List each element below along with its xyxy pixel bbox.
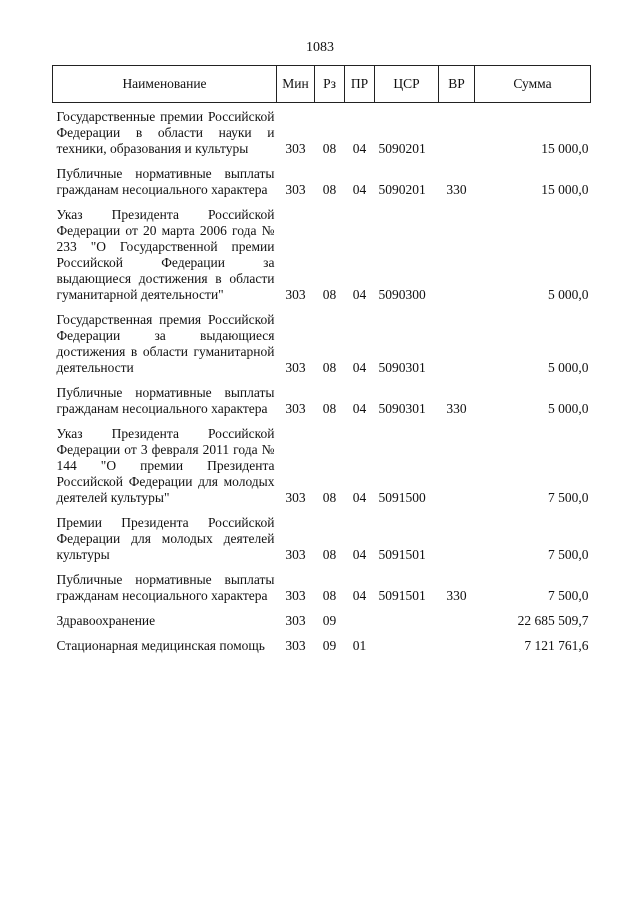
row-vr: 330 [446, 588, 467, 603]
row-rz: 08 [322, 588, 337, 603]
row-csr: 5090201 [378, 182, 426, 197]
row-vr [439, 418, 475, 507]
table-row [53, 605, 591, 630]
row-name: Государственная премия Российской Федерации за выдающиеся достижения в области гуманитарной деятельности [56, 312, 275, 375]
table-row [53, 199, 591, 304]
row-rz: 08 [322, 182, 337, 197]
row-min: 303 [285, 360, 306, 375]
row-pr [345, 605, 375, 630]
row-vr: 330 [446, 182, 467, 197]
header-pr: ПР [345, 66, 375, 103]
row-sum: 5 000,0 [548, 401, 589, 416]
table-row [53, 630, 591, 655]
row-csr: 5091501 [378, 547, 426, 562]
row-vr [439, 507, 475, 564]
table-header-row [53, 66, 591, 103]
budget-table [52, 65, 591, 655]
row-pr: 04 [352, 141, 367, 156]
table-row [53, 304, 591, 377]
row-pr: 04 [352, 182, 367, 197]
row-sum: 7 121 761,6 [524, 638, 589, 653]
header-rz: Рз [315, 66, 345, 103]
row-rz: 08 [322, 287, 337, 302]
table-row [53, 564, 591, 605]
row-pr: 01 [352, 638, 367, 653]
row-pr: 04 [352, 287, 367, 302]
row-min: 303 [285, 638, 306, 653]
row-pr: 04 [352, 588, 367, 603]
table-row [53, 103, 591, 159]
row-sum: 7 500,0 [548, 490, 589, 505]
header-csr: ЦСР [375, 66, 439, 103]
table-row [53, 158, 591, 199]
row-sum: 5 000,0 [548, 287, 589, 302]
row-csr: 5090301 [378, 360, 426, 375]
row-min: 303 [285, 490, 306, 505]
row-pr: 04 [352, 547, 367, 562]
row-vr [439, 103, 475, 159]
row-pr: 04 [352, 360, 367, 375]
row-rz: 08 [322, 360, 337, 375]
row-name: Указ Президента Российской Федерации от 20 марта 2006 года № 233 "О Государственной премии Российской Федерации за выдающиеся достижения в области гуманитарной деятельности" [56, 207, 275, 302]
row-min: 303 [285, 182, 306, 197]
row-csr: 5090301 [378, 401, 426, 416]
row-sum: 15 000,0 [541, 182, 589, 197]
row-sum: 15 000,0 [541, 141, 589, 156]
row-name: Публичные нормативные выплаты гражданам несоциального характера [56, 385, 275, 416]
row-rz: 09 [322, 613, 337, 628]
row-min: 303 [285, 613, 306, 628]
row-name: Государственные премии Российской Федерации в области науки и техники, образования и культуры [56, 109, 275, 156]
row-rz: 08 [322, 401, 337, 416]
row-name: Публичные нормативные выплаты гражданам несоциального характера [56, 572, 275, 603]
row-name: Публичные нормативные выплаты гражданам несоциального характера [56, 166, 275, 197]
row-rz: 08 [322, 490, 337, 505]
row-vr [439, 605, 475, 630]
header-min: Мин [277, 66, 315, 103]
row-min: 303 [285, 287, 306, 302]
row-vr: 330 [446, 401, 467, 416]
header-vr: ВР [439, 66, 475, 103]
row-csr [375, 630, 439, 655]
row-vr [439, 630, 475, 655]
row-min: 303 [285, 547, 306, 562]
row-csr: 5091501 [378, 588, 426, 603]
row-pr: 04 [352, 401, 367, 416]
table-row [53, 507, 591, 564]
header-name: Наименование [53, 66, 277, 103]
row-sum: 22 685 509,7 [517, 613, 589, 628]
row-pr: 04 [352, 490, 367, 505]
row-min: 303 [285, 401, 306, 416]
row-vr [439, 199, 475, 304]
row-vr [439, 304, 475, 377]
row-csr [375, 605, 439, 630]
row-name: Стационарная медицинская помощь [56, 638, 265, 653]
row-rz: 08 [322, 547, 337, 562]
row-min: 303 [285, 588, 306, 603]
row-name: Здравоохранение [56, 613, 156, 628]
row-name: Премии Президента Российской Федерации для молодых деятелей культуры [56, 515, 275, 562]
row-name: Указ Президента Российской Федерации от 3 февраля 2011 года № 144 "О премии Президента Российской Федерации для молодых деятелей культуры" [56, 426, 275, 505]
row-csr: 5091500 [378, 490, 426, 505]
row-rz: 08 [322, 141, 337, 156]
row-rz: 09 [322, 638, 337, 653]
row-sum: 7 500,0 [548, 588, 589, 603]
row-min: 303 [285, 141, 306, 156]
header-sum: Сумма [475, 66, 591, 103]
row-csr: 5090201 [378, 141, 426, 156]
row-csr: 5090300 [378, 287, 426, 302]
table-row [53, 418, 591, 507]
row-sum: 5 000,0 [548, 360, 589, 375]
page-number: 1083 [306, 40, 334, 55]
table-row [53, 377, 591, 418]
row-sum: 7 500,0 [548, 547, 589, 562]
